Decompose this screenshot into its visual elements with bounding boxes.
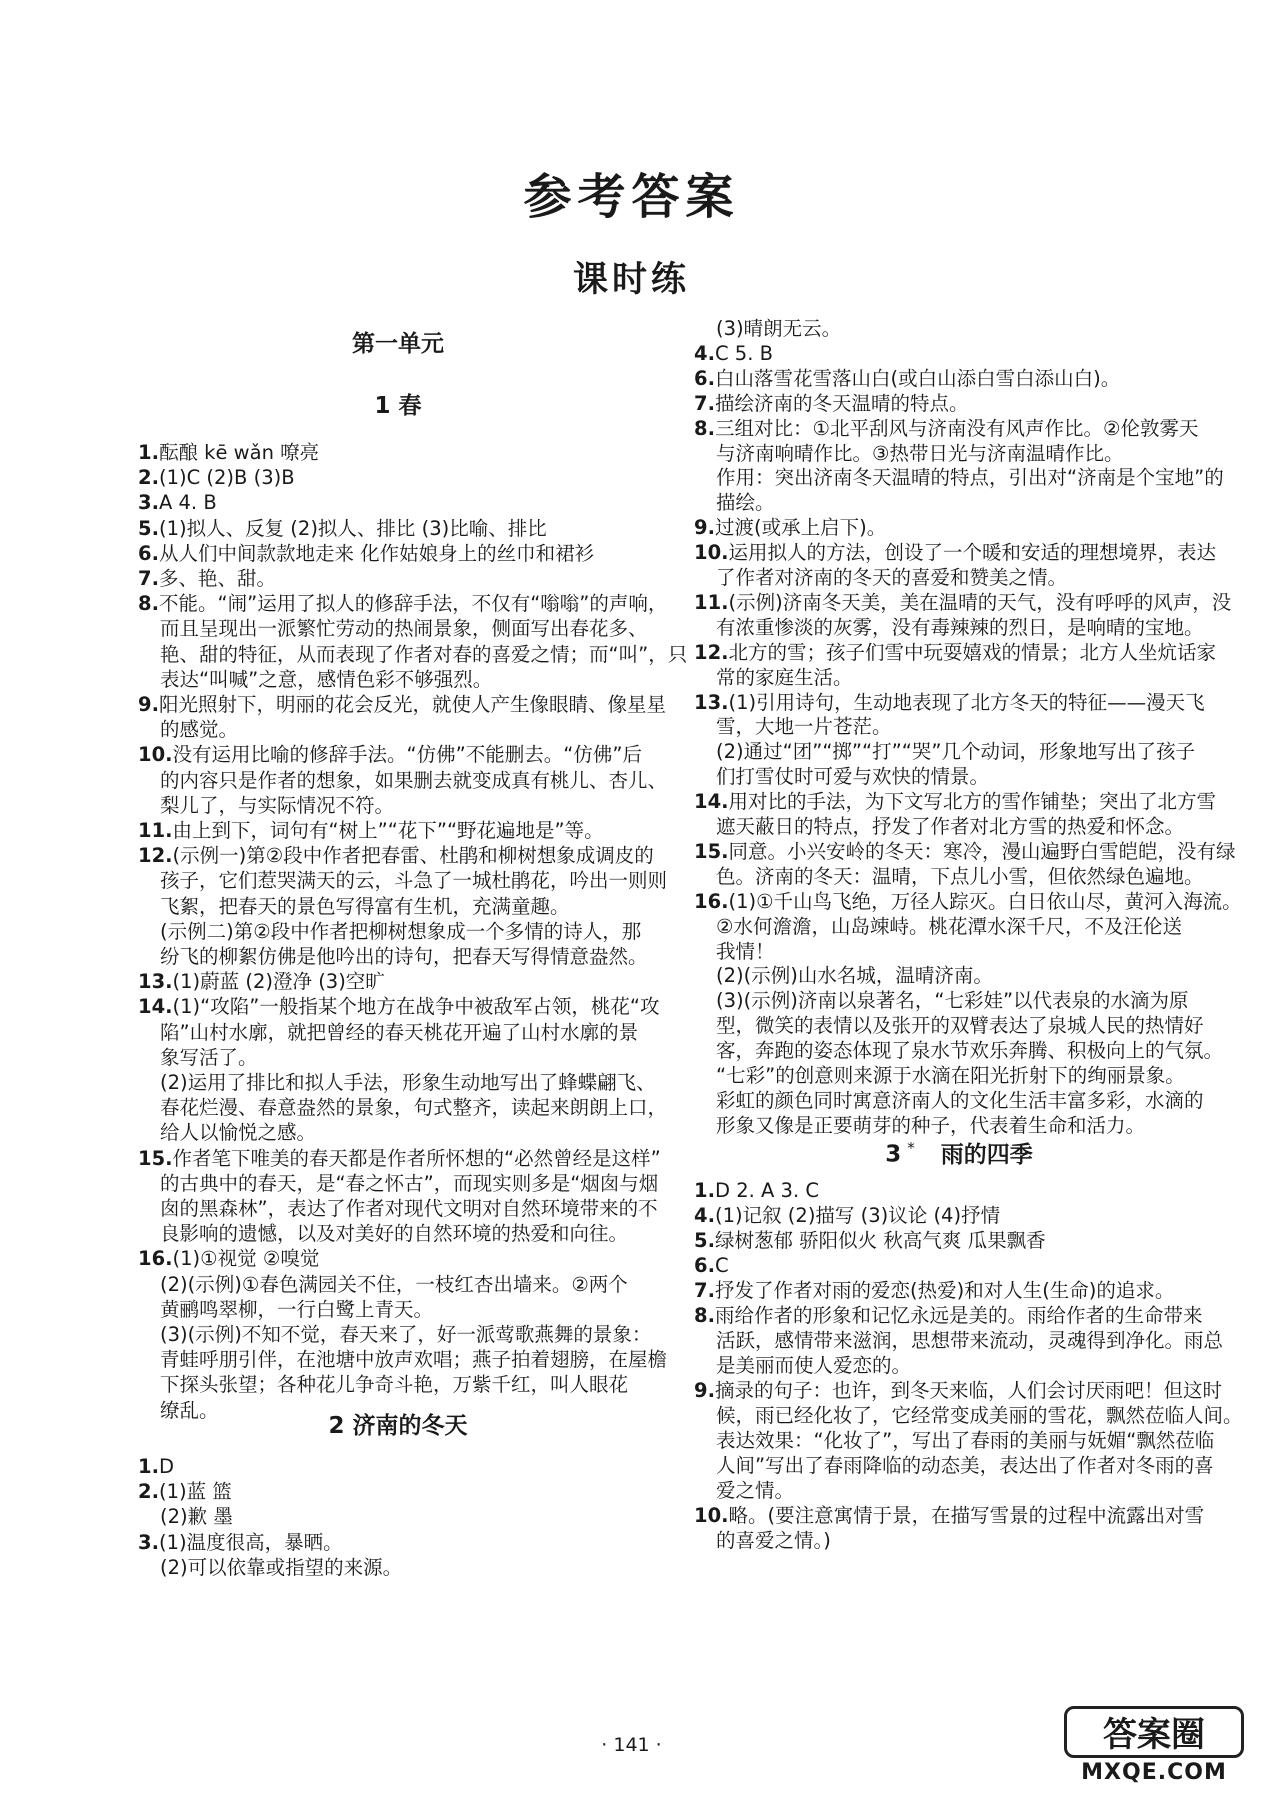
answer-text: 由上到下，词句有“树上”“花下”“野花遍地是”等。 <box>172 819 604 842</box>
answer-text: 客，奔跑的姿态体现了泉水节欢乐奔腾、积极向上的气氛。 <box>716 1039 1224 1063</box>
answer-text: C 5. B <box>714 341 773 365</box>
answer-text: 囱的黑森林”，表达了作者对现代文明对自然环境带来的不 <box>160 1197 658 1220</box>
answer-text: 摘录的句子：也许，到冬天来临，人们会讨厌雨吧！但这时 <box>714 1379 1222 1402</box>
watermark-logo <box>1064 1706 1244 1786</box>
question-number: 14. <box>694 790 729 814</box>
question-number: 15. <box>138 1146 173 1170</box>
answer-text: 春花烂漫、春意盎然的景象，句式整齐，读起来朗朗上口， <box>160 1096 668 1120</box>
answer-text: 艳、甜的特征，从而表现了作者对春的喜爱之情；而“叫”，只 <box>160 642 688 666</box>
question-number: 3. <box>138 1530 159 1554</box>
page-number: · 141 · <box>601 1734 662 1756</box>
answer-text: 雪，大地一片苍茫。 <box>716 715 892 739</box>
answer-text: 略。(要注意寓情于景，在描写雪景的过程中流露出对雪 <box>728 1504 1205 1527</box>
answer-text: 陷”山村水廓，就把曾经的春天桃花开遍了山村水廓的景 <box>160 1020 639 1044</box>
answer-text: 下探头张望；各种花儿争奇斗艳，万紫千红，叫人眼花 <box>160 1373 629 1397</box>
answer-text: 描绘济南的冬天温晴的特点。 <box>714 391 969 415</box>
answer-text: (示例)济南冬天美，美在温晴的天气，没有呼呼的风声，没 <box>728 590 1232 614</box>
answer-text: 三组对比：①北平刮风与济南没有风声作比。②伦敦雾天 <box>714 416 1199 440</box>
answer-text: 与济南响晴作比。③热带日光与济南温晴作比。 <box>716 441 1124 465</box>
answer-text: (2)运用了排比和拟人手法，形象生动地写出了蜂蝶翩飞、 <box>160 1071 656 1094</box>
lesson-number: 3 <box>885 1141 902 1168</box>
question-number: 9. <box>694 1379 715 1402</box>
question-number: 13. <box>138 970 173 994</box>
question-number: 6. <box>694 366 715 390</box>
answer-text: 了作者对济南的冬天的喜爱和赞美之情。 <box>716 566 1068 589</box>
answer-text: 雨给作者的形象和记忆永远是美的。雨给作者的生命带来 <box>714 1304 1203 1327</box>
lesson-heading-2: 2 济南的冬天 <box>328 1413 468 1439</box>
answer-text: 活跃，感情带来滋润，思想带来流动，灵魂得到净化。雨总 <box>716 1329 1224 1352</box>
answer-text: (3)晴朗无云。 <box>716 317 842 340</box>
answer-text: (示例二)第②段中作者把柳树想象成一个多情的诗人，那 <box>160 919 642 943</box>
answer-text: 同意。小兴安岭的冬天：寒冷，漫山遍野白雪皑皑，没有绿 <box>728 839 1236 863</box>
question-number: 9. <box>138 693 159 716</box>
answer-text: 表达“叫喊”之意，感情色彩不够强烈。 <box>160 667 493 691</box>
page-title: 参考答案 <box>523 169 740 225</box>
answer-text: 多、艳、甜。 <box>158 567 276 590</box>
question-number: 1. <box>138 1455 159 1478</box>
answer-text: 梨儿了，与实际情况不符。 <box>160 793 395 817</box>
answer-text: (2)(示例)山水名城，温晴济南。 <box>716 964 993 988</box>
answer-text: 形象又像是正要萌芽的种子，代表着生命和活力。 <box>716 1113 1146 1137</box>
answer-text: 作者笔下唯美的春天都是作者所怀想的“必然曾经是这样” <box>172 1146 661 1170</box>
answer-text: (2)(示例)①春色满园关不住，一枝红杏出墙来。②两个 <box>160 1272 628 1296</box>
answer-text: “七彩”的创意则来源于水滴在阳光折射下的绚丽景象。 <box>716 1064 1185 1087</box>
answer-text: 纷飞的柳絮仿佛是他吟出的诗句，把春天写得情意盎然。 <box>160 945 648 968</box>
answer-text: 遮天蔽日的特点，抒发了作者对北方雪的热爱和怀念。 <box>716 815 1185 838</box>
answer-text: 的古典中的春天，是“春之怀古”，而现实则多是“烟囱与烟 <box>160 1171 659 1195</box>
answer-text: 是美丽而使人爱恋的。 <box>716 1354 912 1377</box>
answer-text: A 4. B <box>158 491 217 515</box>
answer-text: 的感觉。 <box>160 718 239 742</box>
answer-text: (1)蔚蓝 (2)澄净 (3)空旷 <box>172 970 385 994</box>
question-number: 14. <box>138 995 173 1019</box>
lesson-heading-1: 1 春 <box>374 393 422 419</box>
answer-text: 象写活了。 <box>160 1045 258 1069</box>
question-number: 10. <box>694 1504 729 1527</box>
answer-text: (2)通过“团”“掷”“打”“哭”几个动词，形象地写出了孩子 <box>716 740 1195 764</box>
question-number: 7. <box>138 567 159 590</box>
answer-text: 没有运用比喻的修辞手法。“仿佛”不能删去。“仿佛”后 <box>172 743 642 767</box>
unit-heading: 第一单元 <box>352 331 444 357</box>
answer-text: 良影响的遗憾，以及对美好的自然环境的热爱和向往。 <box>160 1222 629 1246</box>
question-number: 11. <box>694 590 729 614</box>
answer-text: 描绘。 <box>716 491 775 515</box>
optional-mark: * <box>907 1139 915 1157</box>
answer-text: 彩虹的颜色同时寓意济南人的文化生活丰富多彩，水滴的 <box>716 1088 1204 1112</box>
question-number: 5. <box>694 1229 715 1252</box>
lesson-title: 雨的四季 <box>940 1141 1033 1168</box>
question-number: 5. <box>138 516 159 540</box>
answer-text: D 2. A 3. C <box>714 1179 819 1202</box>
answer-text: C <box>714 1254 729 1277</box>
answer-text: (2)歉 墨 <box>160 1505 233 1529</box>
answer-text: 缭乱。 <box>160 1398 219 1422</box>
answer-text: 运用拟人的方法，创设了一个暖和安适的理想境界，表达 <box>728 541 1217 565</box>
answer-text: D <box>158 1455 174 1478</box>
answer-text: 北方的雪；孩子们雪中玩耍嬉戏的情景；北方人坐炕话家 <box>728 640 1217 664</box>
question-number: 10. <box>694 541 729 565</box>
question-number: 1. <box>694 1179 715 1202</box>
answer-text: 候，雨已经化妆了，它经常变成美丽的雪花，飘然莅临人间。 <box>716 1404 1243 1427</box>
answer-text: (2)可以依靠或指望的来源。 <box>160 1555 403 1579</box>
answer-text: 不能。“闹”运用了拟人的修辞手法，不仅有“嗡嗡”的声响， <box>158 592 668 616</box>
question-number: 16. <box>694 889 729 913</box>
question-number: 9. <box>694 516 715 540</box>
answer-text: (1)C (2)B (3)B <box>158 466 295 490</box>
answer-text: 表达效果：“化妆了”，写出了春雨的美丽与妩媚“飘然莅临 <box>716 1429 1215 1452</box>
question-number: 15. <box>694 839 729 863</box>
question-number: 3. <box>138 491 159 515</box>
answer-text: 阳光照射下，明丽的花会反光，就使人产生像眼睛、像星星 <box>158 693 666 716</box>
answer-text: (1)①视觉 ②嗅觉 <box>172 1247 320 1271</box>
answer-text: (1)引用诗句，生动地表现了北方冬天的特征——漫天飞 <box>728 690 1205 714</box>
answer-text: 孩子，它们惹哭满天的云，斗急了一城杜鹃花，吟出一则则 <box>160 869 668 893</box>
answer-text: (1)①千山鸟飞绝，万径人踪灭。白日依山尽，黄河入海流。 <box>728 889 1242 913</box>
question-number: 16. <box>138 1247 173 1271</box>
question-number: 4. <box>694 1204 715 1227</box>
question-number: 6. <box>138 541 159 565</box>
answer-text: ②水何澹澹，山岛竦峙。桃花潭水深千尺，不及汪伦送 <box>716 914 1182 938</box>
answer-text: 而且呈现出一派繁忙劳动的热闹景象，侧面写出春花多、 <box>160 617 648 641</box>
answer-text: 型，微笑的表情以及张开的双臂表达了泉城人民的热情好 <box>716 1014 1204 1038</box>
answer-text: (1)蓝 篮 <box>158 1480 232 1504</box>
answer-text: 飞絮，把春天的景色写得富有生机，充满童趣。 <box>160 894 570 918</box>
watermark-text: 答案圈 <box>1064 1706 1244 1758</box>
question-number: 12. <box>138 844 173 868</box>
question-number: 10. <box>138 743 173 767</box>
question-number: 12. <box>694 640 729 664</box>
watermark-url: MXQE.COM <box>1081 1760 1227 1785</box>
answer-text: 白山落雪花雪落山白(或白山添白雪白添山白)。 <box>714 366 1121 390</box>
answer-text: 绿树葱郁 骄阳似火 秋高气爽 瓜果飘香 <box>714 1229 1046 1252</box>
answer-text: (3)(示例)济南以泉著名，“七彩娃”以代表泉的水滴为原 <box>716 989 1189 1013</box>
answer-text: 过渡(或承上启下)。 <box>714 516 887 540</box>
question-number: 6. <box>694 1254 715 1277</box>
answer-text: 们打雪仗时可爱与欢快的情景。 <box>716 765 990 789</box>
question-number: 2. <box>138 466 159 490</box>
question-number: 8. <box>694 416 715 440</box>
section-title: 课时练 <box>572 260 690 300</box>
answer-line <box>694 1111 1246 1140</box>
answer-text: (1)温度很高，暴晒。 <box>158 1530 343 1554</box>
answer-text: 给人以愉悦之感。 <box>160 1121 317 1145</box>
answer-text: (3)(示例)不知不觉，春天来了，好一派莺歌燕舞的景象： <box>160 1323 652 1346</box>
question-number: 2. <box>138 1480 159 1504</box>
answer-text: 黄鹂鸣翠柳，一行白鹭上青天。 <box>160 1297 434 1321</box>
answer-text: 有浓重惨淡的灰雾，没有毒辣辣的烈日，是响晴的宝地。 <box>716 615 1204 639</box>
answer-line <box>138 1396 680 1425</box>
answer-text: 爱之情。 <box>716 1479 795 1502</box>
answer-text: 酝酿 kē wǎn 嘹亮 <box>158 441 320 464</box>
question-number: 1. <box>138 441 159 464</box>
answer-text: 作用：突出济南冬天温晴的特点，引出对“济南是个宝地”的 <box>716 466 1224 490</box>
question-number: 7. <box>694 1279 715 1302</box>
answer-text: 从人们中间款款地走来 化作姑娘身上的丝巾和裙衫 <box>158 541 595 565</box>
answer-line <box>694 1526 1246 1555</box>
answer-text: 的内容只是作者的想象，如果删去就变成真有桃儿、杏儿、 <box>160 768 668 792</box>
answer-text: 的喜爱之情。) <box>716 1529 831 1552</box>
answer-text: (示例一)第②段中作者把春雷、杜鹃和柳树想象成调皮的 <box>172 844 654 868</box>
answer-text: 用对比的手法，为下文写北方的雪作铺垫；突出了北方雪 <box>728 790 1217 814</box>
question-number: 8. <box>694 1304 715 1327</box>
question-number: 11. <box>138 819 173 842</box>
answer-line <box>138 1553 680 1582</box>
answer-text: 常的家庭生活。 <box>716 665 853 689</box>
answer-text: 人间”写出了春雨降临的动态美，表达出了作者对冬雨的喜 <box>716 1454 1214 1477</box>
answer-text: 我情！ <box>716 939 775 963</box>
answer-text: (1)拟人、反复 (2)拟人、排比 (3)比喻、排比 <box>158 516 547 540</box>
question-number: 13. <box>694 690 729 714</box>
question-number: 4. <box>694 341 715 365</box>
question-number: 8. <box>138 592 159 616</box>
answer-text: (1)“攻陷”一般指某个地方在战争中被敌军占领，桃花“攻 <box>172 995 660 1019</box>
answer-text: 青蛙呼朋引伴，在池塘中放声欢唱；燕子拍着翅膀，在屋檐 <box>160 1348 668 1372</box>
answer-text: 色。济南的冬天：温晴，下点儿小雪，但依然绿色遍地。 <box>716 864 1204 888</box>
answer-text: (1)记叙 (2)描写 (3)议论 (4)抒情 <box>714 1204 1001 1227</box>
answer-text: 抒发了作者对雨的爱恋(热爱)和对人生(生命)的追求。 <box>714 1279 1175 1302</box>
question-number: 7. <box>694 391 715 415</box>
